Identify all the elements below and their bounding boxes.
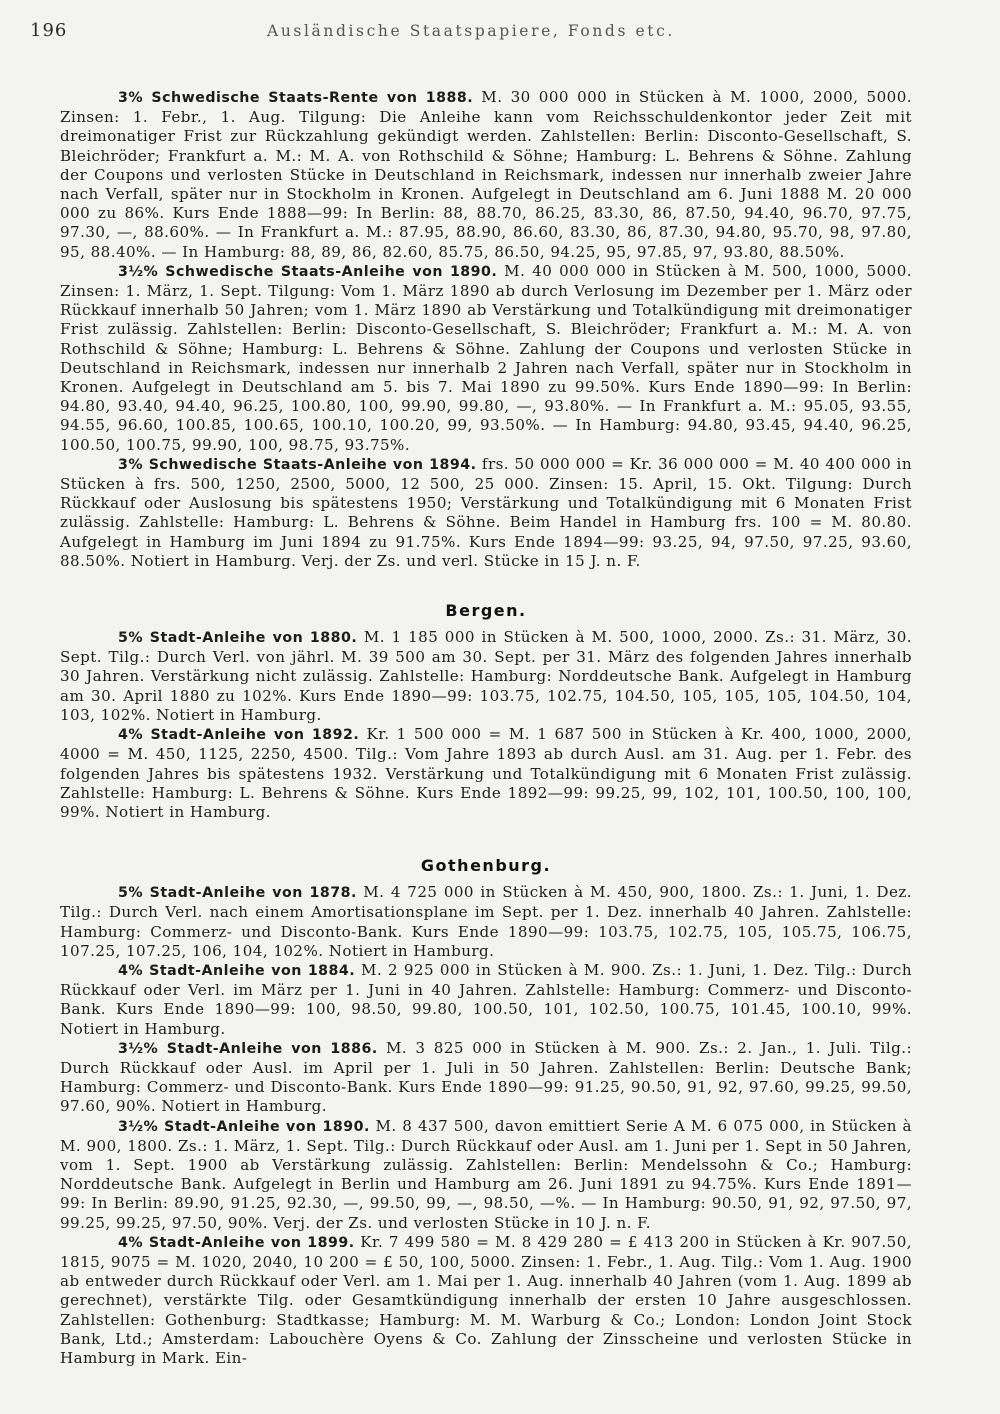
- bond-text: M. 8 437 500, davon emittiert Serie A M. 6 075 000, in Stücken à M. 900, 1800. Zs.: 1. März, 1. Sept. Tilg.: Durch Rückkauf oder Ausl. am 1. Juni per 1. Sept in 50 Jahren, vom 1. Sept. 1900 ab Verstärkung zulässig. Zahlstellen: Berlin: Mendelssohn & Co.; Hamburg: Norddeutsche Bank. Aufgelegt in Berlin und Hamburg am 26. Juni 1891 zu 94.75%. Kurs Ende 1891—99: In Berlin: 89.90, 91.25, 92.30, —, 99.50, 99, —, 98.50, —%. — In Hamburg: 90.50, 91, 92, 97.50, 97, 99.25, 99.25, 97.50, 90%. Verj. der Zs. und verlosten Stücke in 10 J. n. F.: [60, 1116, 912, 1232]
- bond-entry: [60, 1039, 912, 1117]
- bond-title: 3½% Schwedische Staats-Anleihe von 1890.: [118, 263, 498, 280]
- bond-title: 3% Schwedische Staats-Rente von 1888.: [118, 90, 474, 106]
- bond-text: M. 40 000 000 in Stücken à M. 500, 1000, 5000. Zinsen: 1. März, 1. Sept. Tilgung: Vom 1. März 1890 ab durch Verlosung im Dezember per 1. März oder Rückkauf innerhalb 50 Jahren; vom 1. März 1890 ab Verstärkung und Totalkündigung mit dreimonatiger Frist zulässig. Zahlstellen: Berlin: Disconto-Gesellschaft, S. Bleichröder; Frankfurt a. M.: M. A. von Rothschild & Söhne; Hamburg: L. Behrens & Söhne. Zahlung der Coupons und verlosten Stücke in Deutschland in Reichsmark, indessen nur innerhalb 2 Jahren nach Verfall, später nur in Stockholm in Kronen. Aufgelegt in Deutschland am 5. bis 7. Mai 1890 zu 99.50%. Kurs Ende 1890—99: In Berlin: 94.80, 93.40, 94.40, 96.25, 100.80, 100, 99.90, 99.80, —, 93.80%. — In Frankfurt a. M.: 95.05, 93.55, 94.55, 96.60, 100.85, 100.65, 100.10, 100.20, 99, 93.50%. — In Hamburg: 94.80, 93.45, 94.40, 96.25, 100.50, 100.75, 99.90, 100, 98.75, 93.75%.: [60, 261, 912, 454]
- bond-entry: [60, 455, 912, 571]
- bond-text: Kr. 1 500 000 = M. 1 687 500 in Stücken à Kr. 400, 1000, 2000, 4000 = M. 450, 1125, 2250, 4500. Tilg.: Vom Jahre 1893 ab durch Ausl. am 31. Aug. per 1. Febr. des folgenden Jahres bis spätestens 1932. Verstärkung und Totalkündigung mit 6 Monaten Frist zulässig. Zahlstelle: Hamburg: L. Behrens & Söhne. Kurs Ende 1892—99: 99.25, 99, 102, 101, 100.50, 100, 100, 99%. Notiert in Hamburg.: [60, 725, 913, 821]
- bond-title: 5% Stadt-Anleihe von 1880.: [118, 630, 358, 647]
- bond-title: 4% Stadt-Anleihe von 1892.: [118, 727, 360, 744]
- bond-entry: [60, 262, 912, 455]
- page-header: [30, 20, 912, 48]
- bond-text: M. 2 925 000 in Stücken à M. 900. Zs.: 1. Juni, 1. Dez. Tilg.: Durch Rückkauf oder Verl. im März per 1. Juni in 40 Jahren. Zahlstelle: Hamburg: Commerz- und Disconto-Bank. Kurs Ende 1890—99: 100, 98.50, 99.80, 100.50, 101, 102.50, 100.75, 101.45, 100.10, 99%. Notiert in Hamburg.: [60, 960, 912, 1038]
- running-head: Ausländische Staatspapiere, Fonds etc.: [267, 22, 675, 40]
- city-heading-bergen: Bergen.: [445, 601, 527, 621]
- bond-title: 3% Schwedische Staats-Anleihe von 1894.: [118, 456, 477, 473]
- section-sweden: [60, 88, 912, 571]
- section-bergen: [60, 628, 912, 822]
- page-number: 196: [30, 20, 68, 41]
- bond-entry: [60, 725, 912, 822]
- bond-title: 3½% Stadt-Anleihe von 1890.: [118, 1118, 370, 1135]
- bond-title: 4% Stadt-Anleihe von 1899.: [118, 1234, 355, 1251]
- bond-text: Kr. 7 499 580 = M. 8 429 280 = £ 413 200 in Stücken à Kr. 907.50, 1815, 9075 = M. 1020, 2040, 10 200 = £ 50, 100, 5000. Zinsen: 1. Febr., 1. Aug. Tilg.: Vom 1. Aug. 1900 ab entweder durch Rückkauf oder Verl. am 1. Mai per 1. Aug. innerhalb 40 Jahren (vom 1. Aug. 1899 ab gerechnet), verstärkte Tilg. oder Gesamtkündigung innerhalb der ersten 10 Jahre ausgeschlossen. Zahlstellen: Gothenburg: Stadtkasse; Hamburg: M. M. Warburg & Co.; London: London Joint Stock Bank, Ltd.; Amsterdam: Labouchère Oyens & Co. Zahlung der Zinsscheine und verlosten Stücke in Hamburg in Mark. Ein-: [60, 1232, 912, 1367]
- bond-text: frs. 50 000 000 = Kr. 36 000 000 = M. 40 400 000 in Stücken à frs. 500, 1250, 2500, 5000, 12 500, 25 000. Zinsen: 15. April, 15. Okt. Tilgung: Durch Rückkauf oder Auslosung bis spätestens 1950; Verstärkung und Totalkündigung mit 6 Monaten Frist zulässig. Zahlstelle: Hamburg: L. Behrens & Söhne. Beim Handel in Hamburg frs. 100 = M. 80.80. Aufgelegt in Hamburg im Juni 1894 zu 91.75%. Kurs Ende 1894—99: 93.25, 94, 97.50, 97.25, 93.60, 88.50%. Notiert in Hamburg. Verj. der Zs. und verl. Stücke in 15 J. n. F.: [60, 454, 912, 570]
- bond-entry: [60, 1233, 912, 1368]
- section-gothenburg: [60, 883, 912, 1368]
- bond-text: M. 3 825 000 in Stücken à M. 900. Zs.: 2. Jan., 1. Juli. Tilg.: Durch Rückkauf oder Ausl. im April per 1. Juli in 50 Jahren. Zahlstellen: Berlin: Deutsche Bank; Hamburg: Commerz- und Disconto-Bank. Kurs Ende 1890—99: 91.25, 90.50, 91, 92, 97.60, 99.25, 99.50, 97.60, 90%. Notiert in Hamburg.: [60, 1038, 912, 1116]
- bond-title: 3½% Stadt-Anleihe von 1886.: [118, 1040, 378, 1057]
- bond-text: M. 30 000 000 in Stücken à M. 1000, 2000, 5000. Zinsen: 1. Febr., 1. Aug. Tilgung: Die Anleihe kann vom Reichsschuldenkontor jeder Zeit mit dreimonatiger Frist zur Rückzahlung gekündigt werden. Zahlstellen: Berlin: Disconto-Gesellschaft, S. Bleichröder; Frankfurt a. M.: M. A. von Rothschild & Söhne; Hamburg: L. Behrens & Söhne. Zahlung der Coupons und verlosten Stücke in Deutschland in Reichsmark, indessen nur innerhalb zweier Jahre nach Verfall, später nur in Stockholm in Kronen. Aufgelegt in Deutschland am 6. Juni 1888 M. 20 000 000 zu 86%. Kurs Ende 1888—99: In Berlin: 88, 88.70, 86.25, 83.30, 86, 87.50, 94.40, 96.70, 97.75, 97.30, —, 88.60%. — In Frankfurt a. M.: 87.95, 88.90, 86.60, 83.30, 86, 87.30, 94.80, 95.70, 98, 97.80, 95, 88.40%. — In Hamburg: 88, 89, 86, 82.60, 85.75, 86.50, 94.25, 95, 97.85, 97, 93.80, 88.50%.: [60, 88, 913, 261]
- bond-entry: [60, 628, 912, 725]
- bond-entry: [60, 1117, 912, 1233]
- bond-entry: [60, 883, 912, 961]
- city-heading-gothenburg: Gothenburg.: [420, 856, 552, 876]
- bond-title: 4% Stadt-Anleihe von 1884.: [118, 962, 356, 979]
- bond-text: M. 4 725 000 in Stücken à M. 450, 900, 1800. Zs.: 1. Juni, 1. Dez. Tilg.: Durch Verl. nach einem Amortisationsplane im Sept. per 1. Dez. innerhalb 40 Jahren. Zahlstelle: Hamburg: Commerz- und Disconto-Bank. Kurs Ende 1890—99: 103.75, 102.75, 105, 105.75, 106.75, 107.25, 107.25, 106, 104, 102%. Notiert in Hamburg.: [60, 883, 913, 960]
- bond-entry: [60, 88, 912, 262]
- bond-entry: [60, 961, 912, 1039]
- bond-title: 5% Stadt-Anleihe von 1878.: [118, 885, 357, 902]
- bond-text: M. 1 185 000 in Stücken à M. 500, 1000, 2000. Zs.: 31. März, 30. Sept. Tilg.: Durch Verl. von jährl. M. 39 500 am 30. Sept. per 31. März des folgenden Jahres innerhalb 30 Jahren. Verstärkung nicht zulässig. Zahlstelle: Hamburg: Norddeutsche Bank. Aufgelegt in Hamburg am 30. April 1880 zu 102%. Kurs Ende 1890—99: 103.75, 102.75, 104.50, 105, 105, 105, 104.50, 104, 103, 102%. Notiert in Hamburg.: [60, 628, 912, 724]
